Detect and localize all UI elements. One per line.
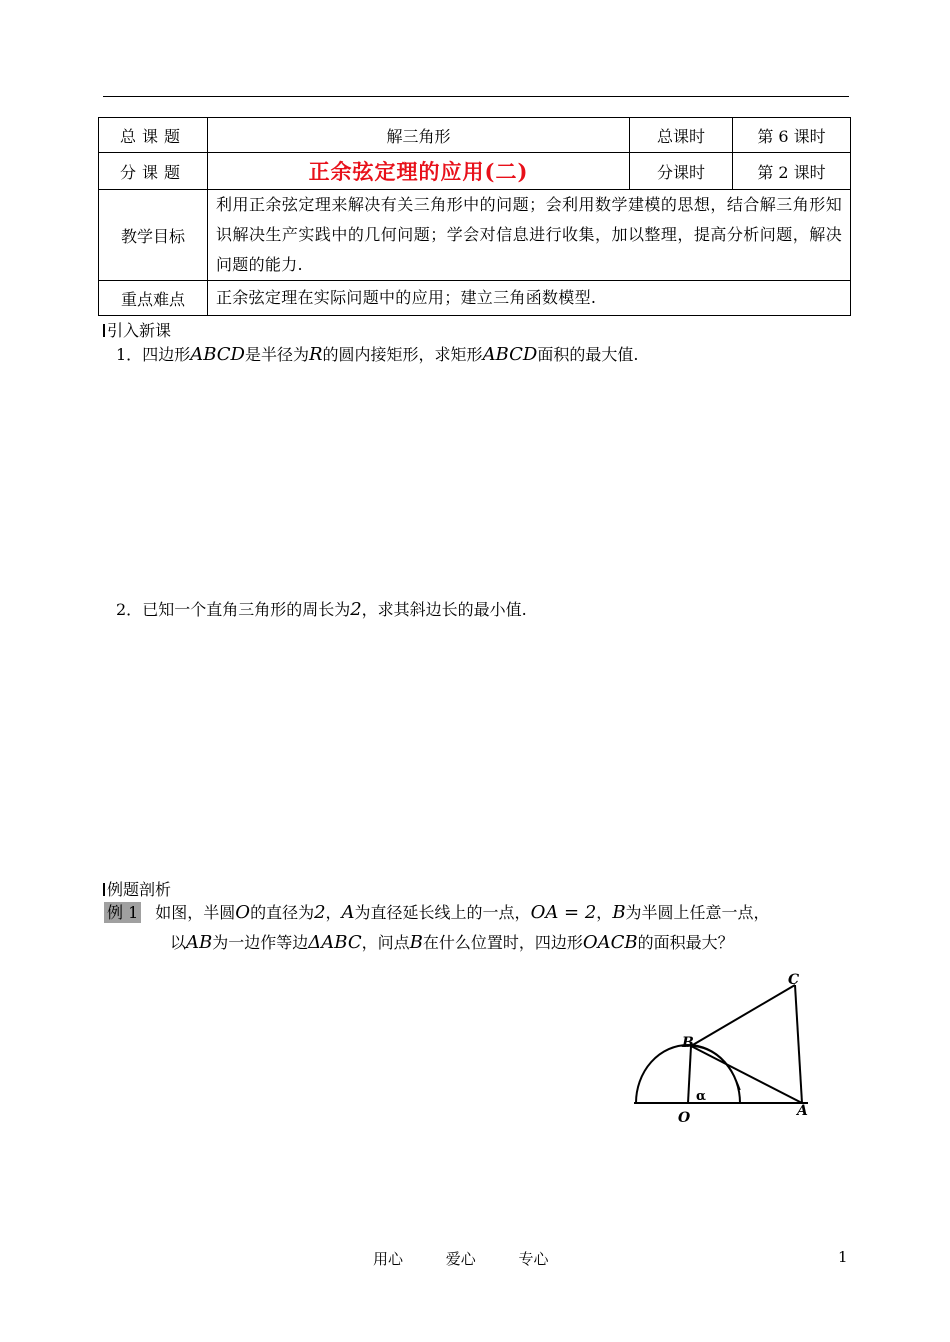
ex1-text: 以 <box>170 933 187 952</box>
ex1-math: 2 <box>314 902 326 923</box>
semicircle-figure <box>630 970 820 1130</box>
q1-math-abcd: ABCD <box>190 344 245 365</box>
q1-math-abcd-2: ABCD <box>482 344 538 365</box>
q1-math-r: R <box>308 344 323 365</box>
segment-ob <box>688 1046 691 1103</box>
label-alpha: α <box>696 1089 707 1104</box>
footer-motto: 用心 爱心 专心 <box>373 1250 549 1268</box>
label-key-points: 重点难点 <box>99 281 208 316</box>
ex1-math: A <box>341 902 355 923</box>
label-c: C <box>788 972 800 988</box>
label-total-hours: 总课时 <box>630 118 733 153</box>
q1-text-d: 面积的最大值. <box>537 345 639 364</box>
course-info-table <box>98 117 851 316</box>
section-examples-title: 例题剖析 <box>107 880 172 899</box>
ex1-text: 如图，半圆 <box>155 903 236 922</box>
label-o: O <box>678 1110 691 1126</box>
ex1-math: O <box>235 902 251 923</box>
ex1-text: 在什么位置时，四边形 <box>422 933 583 952</box>
ex1-text: 为一边作等边 <box>212 933 309 952</box>
section-intro-title: 引入新课 <box>107 321 172 340</box>
label-total-topic: 总课题 <box>99 118 208 153</box>
value-key-points: 正余弦定理在实际问题中的应用；建立三角函数模型. <box>208 281 851 316</box>
label-a: A <box>797 1103 808 1119</box>
example-1-line-2 <box>170 930 734 953</box>
q2-text-a: 已知一个直角三角形的周长为 <box>142 600 351 619</box>
ex1-text: 为半圆上任意一点， <box>625 903 770 922</box>
segment-bc <box>691 985 795 1046</box>
ex1-math: ΔABC <box>308 932 362 953</box>
q1-text-c: 的圆内接矩形，求矩形 <box>322 345 483 364</box>
ex1-text: ，问点 <box>361 933 410 952</box>
question-2 <box>116 597 527 620</box>
lesson-title: 正余弦定理的应用(二) <box>208 153 630 190</box>
value-total-topic: 解三角形 <box>208 118 630 153</box>
label-b: B <box>682 1035 694 1051</box>
ex1-text: ， <box>596 903 613 922</box>
ex1-math: B <box>409 932 423 953</box>
value-objectives: 利用正余弦定理来解决有关三角形中的问题；会利用数学建模的思想，结合解三角形知识解决生产实践中的几何问题；学会对信息进行收集，加以整理，提高分析问题，解决问题的能力. <box>208 190 851 281</box>
ex1-text: 的直径为 <box>250 903 315 922</box>
header-rule <box>103 96 849 97</box>
ex1-math: OACB <box>582 932 638 953</box>
q1-text-b: 是半径为 <box>244 345 309 364</box>
ex1-text: 的面积最大？ <box>637 933 734 952</box>
section-marker <box>103 324 105 337</box>
q2-text-b: ，求其斜边长的最小值. <box>361 600 527 619</box>
q2-math-2: 2 <box>350 599 362 620</box>
section-examples-heading <box>103 877 171 900</box>
example-tag: 例 1 <box>104 902 141 923</box>
question-1 <box>116 342 638 365</box>
example-1-line-1 <box>104 900 770 923</box>
question-number: 2． <box>116 600 143 619</box>
label-sub-topic: 分课题 <box>99 153 208 190</box>
ex1-math: B <box>612 902 626 923</box>
label-objectives: 教学目标 <box>99 190 208 281</box>
ex1-text: ， <box>325 903 342 922</box>
section-intro-heading <box>103 318 171 341</box>
section-marker <box>103 883 105 896</box>
ex1-text: 为直径延长线上的一点， <box>354 903 531 922</box>
ex1-math: OA = 2 <box>530 902 597 923</box>
value-total-hours: 第 6 课时 <box>733 118 851 153</box>
segment-ba <box>691 1046 802 1103</box>
value-sub-hours: 第 2 课时 <box>733 153 851 190</box>
question-number: 1． <box>116 345 143 364</box>
q1-text-a: 四边形 <box>142 345 191 364</box>
ex1-math: AB <box>186 932 213 953</box>
page-number: 1 <box>838 1248 848 1266</box>
segment-ca <box>795 985 802 1103</box>
label-sub-hours: 分课时 <box>630 153 733 190</box>
